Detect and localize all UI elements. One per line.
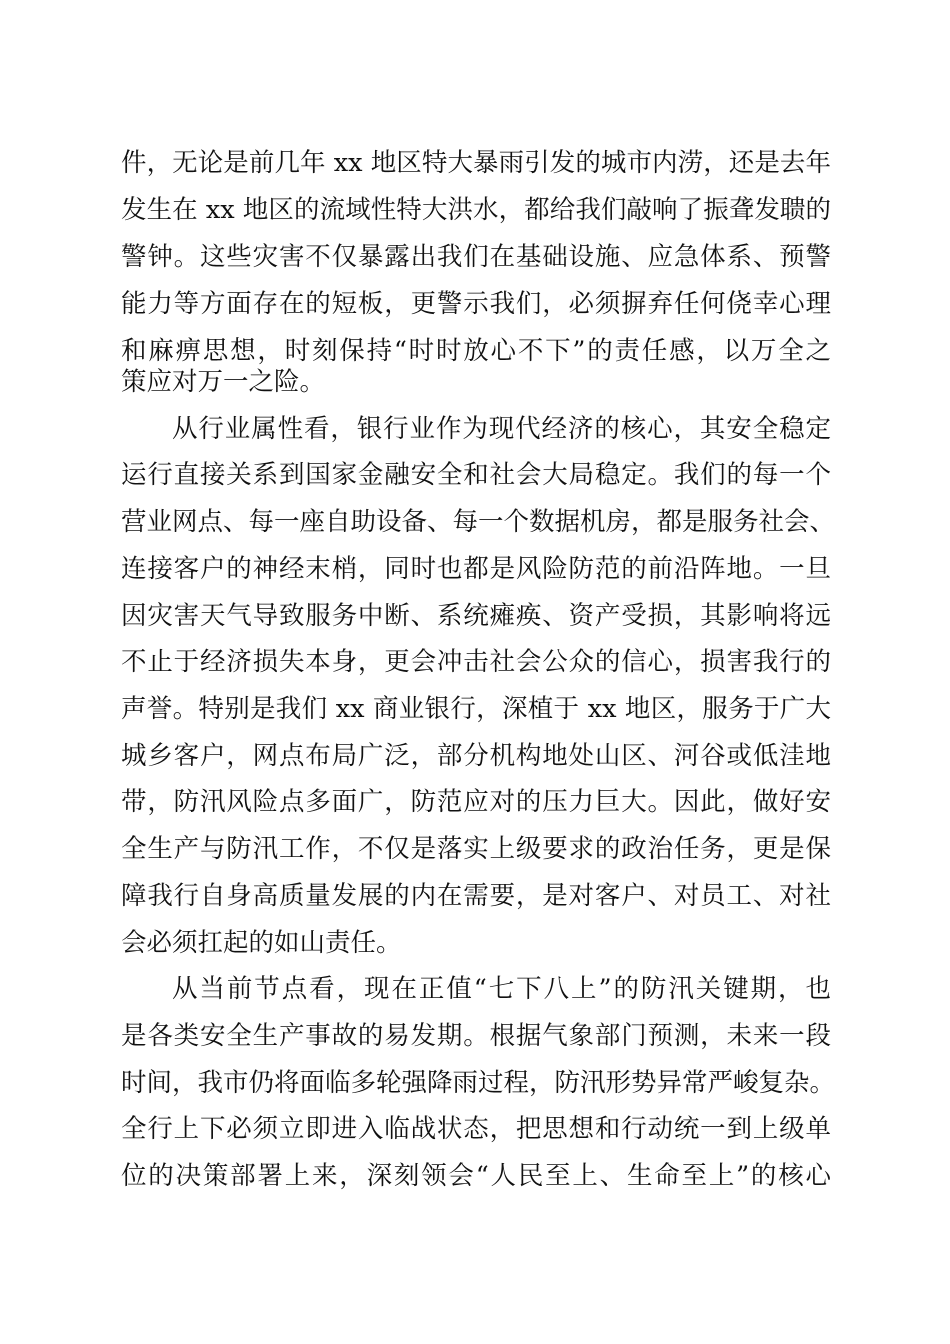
- text-line: 是各类安全生产事故的易发期。根据气象部门预测，未来一段: [121, 1021, 831, 1051]
- text-line: 声誉。特别是我们 xx 商业银行，深植于 xx 地区，服务于广大: [121, 694, 831, 724]
- text-line: 位的决策部署上来，深刻领会“人民至上、生命至上”的核心: [121, 1161, 831, 1191]
- text-line: 不止于经济损失本身，更会冲击社会公众的信心，损害我行的: [121, 647, 831, 677]
- text-line: 时间，我市仍将面临多轮强降雨过程，防汛形势异常严峻复杂。: [121, 1068, 836, 1098]
- text-line: 能力等方面存在的短板，更警示我们，必须摒弃任何侥幸心理: [121, 289, 831, 319]
- text-line: 障我行自身高质量发展的内在需要，是对客户、对员工、对社: [121, 881, 831, 911]
- text-line: 策应对万一之险。: [121, 367, 326, 397]
- text-line: 会必须扛起的如山责任。: [121, 928, 402, 958]
- text-line: 运行直接关系到国家金融安全和社会大局稳定。我们的每一个: [121, 460, 831, 490]
- text-line: 全行上下必须立即进入临战状态，把思想和行动统一到上级单: [121, 1114, 831, 1144]
- text-line: 全生产与防汛工作，不仅是落实上级要求的政治任务，更是保: [121, 834, 831, 864]
- paragraph-first-line: 从行业属性看，银行业作为现代经济的核心，其安全稳定: [172, 414, 831, 444]
- text-line: 带，防汛风险点多面广，防范应对的压力巨大。因此，做好安: [121, 787, 831, 817]
- text-line: 发生在 xx 地区的流域性特大洪水，都给我们敲响了振聋发聩的: [121, 195, 831, 225]
- text-line: 因灾害天气导致服务中断、系统瘫痪、资产受损，其影响将远: [121, 601, 831, 631]
- text-line: 和麻痹思想，时刻保持“时时放心不下”的责任感，以万全之: [121, 336, 831, 366]
- text-line: 营业网点、每一座自助设备、每一个数据机房，都是服务社会、: [121, 507, 836, 537]
- text-line: 警钟。这些灾害不仅暴露出我们在基础设施、应急体系、预警: [121, 242, 831, 272]
- paragraph-first-line: 从当前节点看，现在正值“七下八上”的防汛关键期，也: [172, 974, 831, 1004]
- text-line: 城乡客户，网点布局广泛，部分机构地处山区、河谷或低洼地: [121, 741, 831, 771]
- text-line: 连接客户的神经末梢，同时也都是风险防范的前沿阵地。一旦: [121, 554, 831, 584]
- text-line: 件，无论是前几年 xx 地区特大暴雨引发的城市内涝，还是去年: [121, 148, 831, 178]
